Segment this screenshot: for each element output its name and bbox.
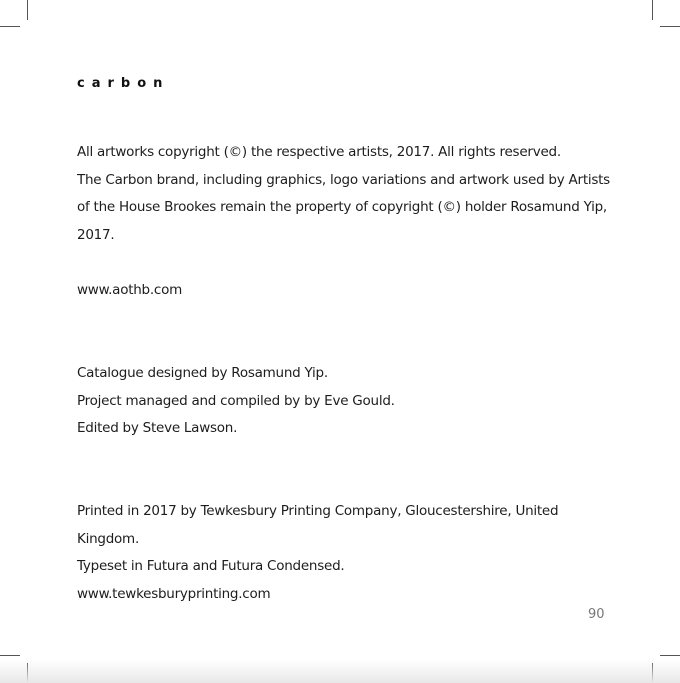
copyright-line: 2017.: [77, 226, 115, 243]
credits-line: Catalogue designed by Rosamund Yip.: [77, 365, 328, 381]
printer-website-link[interactable]: www.tewkesburyprinting.com: [77, 586, 271, 602]
page-number: 90: [588, 607, 605, 622]
crop-mark-bottom-right-h: [660, 655, 680, 656]
printing-line: Printed in 2017 by Tewkesbury Printing Company, Gloucestershire, United Kingdom.: [77, 503, 559, 547]
crop-mark-top-right-h: [660, 26, 680, 27]
brand-wordmark: carbon: [77, 76, 170, 91]
printer-website-block: [77, 581, 617, 609]
crop-mark-bottom-left-h: [0, 655, 20, 656]
credits-line: Project managed and compiled by by Eve Gould.: [77, 392, 395, 409]
printing-line: Typeset in Futura and Futura Condensed.: [77, 558, 345, 574]
copyright-line: of the House Brookes remain the property of copyright (©) holder Rosamund Yip,: [77, 199, 607, 215]
website-block: [77, 277, 617, 305]
crop-mark-top-left: [27, 0, 28, 20]
copyright-block: [77, 139, 617, 249]
copyright-line: All artworks copyright (©) the respective artists, 2017. All rights reserved.: [77, 144, 561, 160]
crop-mark-top-right: [652, 0, 653, 20]
website-link[interactable]: www.aothb.com: [77, 282, 183, 298]
credits-block: [77, 360, 617, 443]
crop-mark-top-left-h: [0, 26, 20, 27]
page-bottom-shadow: [0, 659, 680, 683]
credits-line: Edited by Steve Lawson.: [77, 420, 238, 436]
printing-block: [77, 498, 617, 581]
copyright-line: The Carbon brand, including graphics, logo variations and artwork used by Artists: [77, 171, 610, 188]
